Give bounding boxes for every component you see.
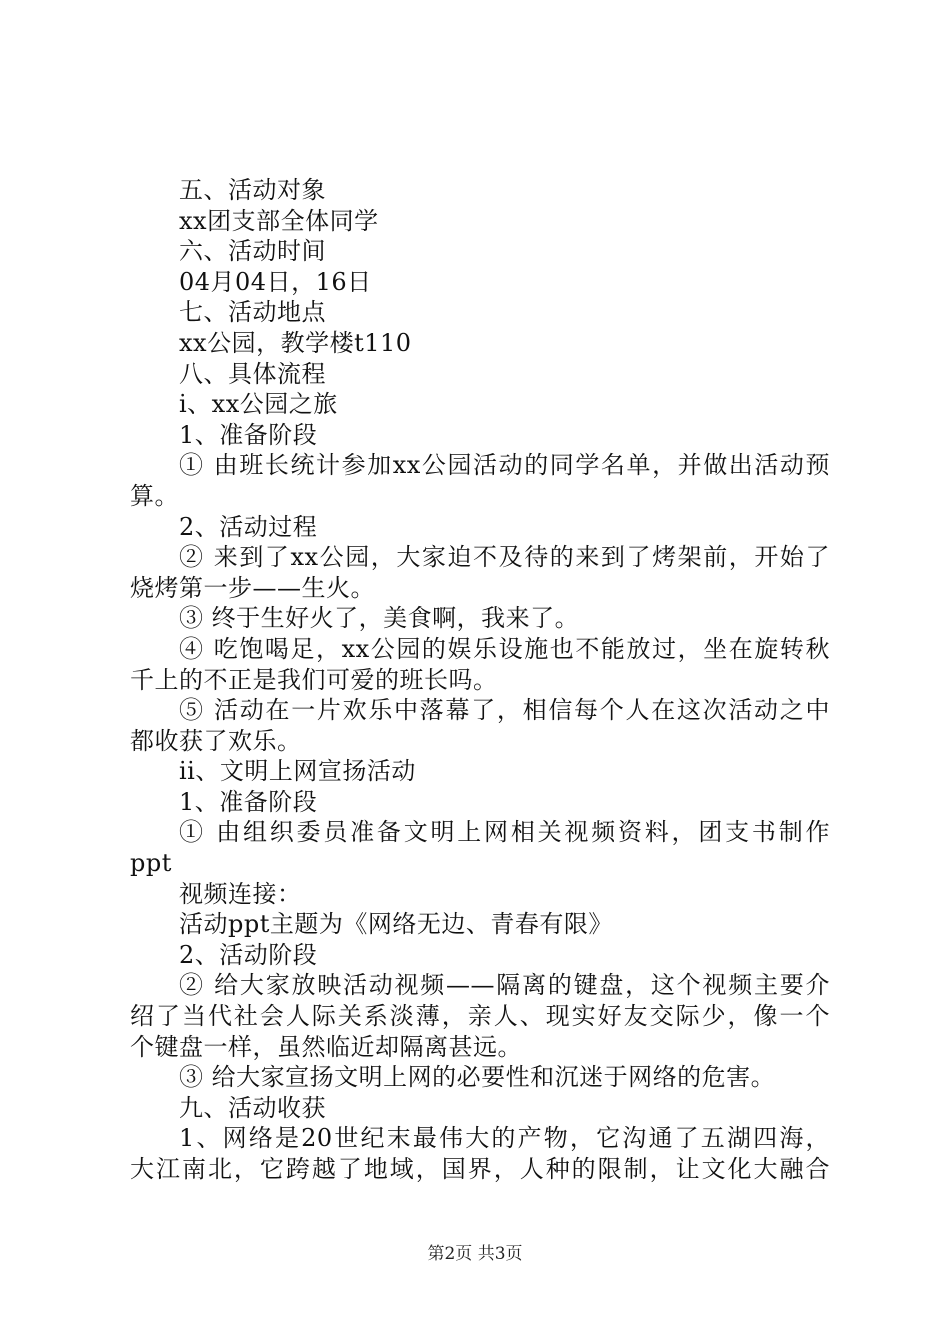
text-line: ④ 吃饱喝足，xx公园的娱乐设施也不能放过，坐在旋转秋 [179, 634, 830, 663]
text-line: ② 来到了xx公园，大家迫不及待的来到了烤架前，开始了 [179, 543, 830, 572]
text-line: 算。 [130, 481, 179, 510]
text-line: 绍了当代社会人际关系淡薄，亲人、现实好友交际少，像一个 [130, 1002, 830, 1031]
text-line: ① 由班长统计参加xx公园活动的同学名单，并做出活动预 [179, 451, 830, 480]
text-line: 1、准备阶段 [179, 787, 318, 816]
text-line: ppt [130, 849, 172, 878]
text-line: xx公园，教学楼t110 [179, 328, 412, 357]
text-line: 大江南北，它跨越了地域，国界，人种的限制，让文化大融合 [130, 1155, 830, 1183]
text-line: ③ 终于生好火了，美食啊，我来了。 [179, 604, 580, 633]
text-line: xx团支部全体同学 [179, 206, 379, 235]
text-line: 六、活动时间 [179, 237, 326, 266]
document-body [130, 175, 830, 1185]
text-line: 活动ppt主题为《网络无边、青春有限》 [179, 910, 613, 939]
text-line: 七、活动地点 [179, 298, 326, 327]
text-line: 04月04日，16日 [179, 267, 372, 296]
text-line: ii、文明上网宣扬活动 [179, 757, 416, 786]
text-line: ③ 给大家宣扬文明上网的必要性和沉迷于网络的危害。 [179, 1063, 776, 1092]
text-line: i、xx公园之旅 [179, 390, 338, 419]
text-line: ② 给大家放映活动视频——隔离的键盘，这个视频主要介 [179, 971, 830, 1000]
text-line: ① 由组织委员准备文明上网相关视频资料，团支书制作 [179, 818, 830, 847]
text-line: 个键盘一样，虽然临近却隔离甚远。 [130, 1032, 522, 1061]
text-line: 2、活动过程 [179, 512, 318, 541]
text-line: 2、活动阶段 [179, 940, 318, 969]
text-line: 1、网络是20世纪末最伟大的产物，它沟通了五湖四海， [179, 1124, 830, 1153]
text-line: ⑤ 活动在一片欢乐中落幕了，相信每个人在这次活动之中 [179, 696, 830, 725]
text-line: 烧烤第一步——生火。 [130, 573, 375, 602]
text-line: 都收获了欢乐。 [130, 726, 302, 755]
text-line: 千上的不正是我们可爱的班长吗。 [130, 665, 498, 694]
text-line: 九、活动收获 [179, 1093, 326, 1122]
page-footer: 第2页 共3页 [427, 1244, 523, 1264]
text-line: 视频连接： [179, 879, 302, 908]
text-line: 五、活动对象 [179, 176, 326, 204]
text-line: 八、具体流程 [179, 359, 326, 388]
text-line: 1、准备阶段 [179, 420, 318, 449]
